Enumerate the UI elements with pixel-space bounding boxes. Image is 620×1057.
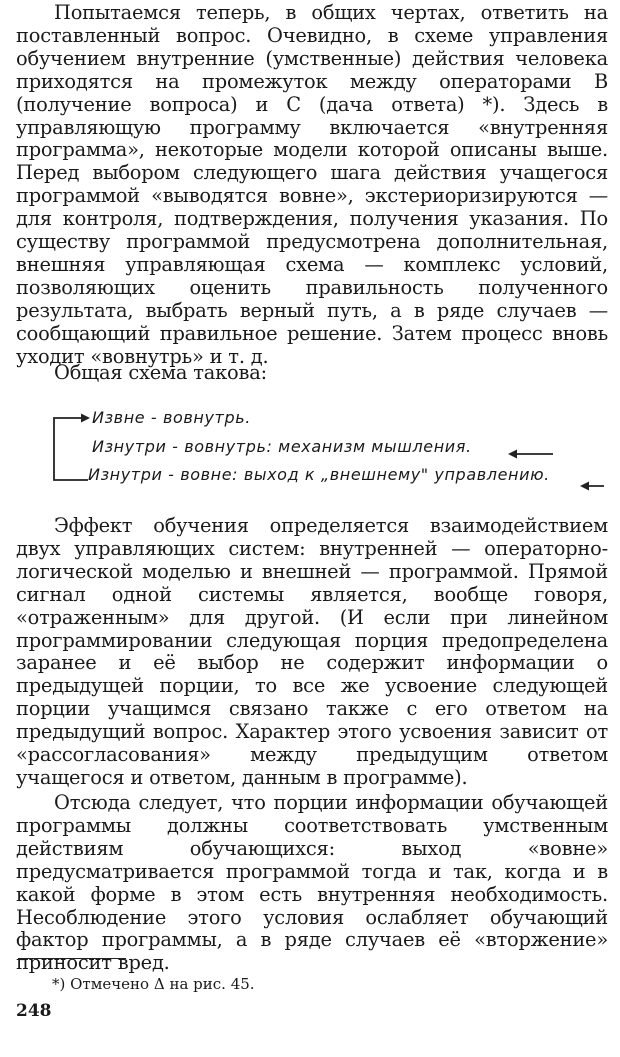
paragraph-3: Эффект обучения определяется взаимодействием двух управляющих систем: внутренней — операторно-логической моделью и внешней — программой. Прямой сигнал одной системы является, вообще говоря, «отраженным» для другой. (И если при линейном программировании следующая порция предопределена заранее и её выбор не содержит информации о предыдущей порции, то все же усвоение следующей порции учащимся связано также с его ответом на предыдущий вопрос. Характер этого усвоения зависит от «рассогласования» между предыдущим ответом учащегося и ответом, данным в программе). bbox=[16, 514, 608, 789]
loop-bracket-left bbox=[54, 418, 88, 480]
control-scheme-diagram bbox=[48, 404, 608, 500]
footnote-divider bbox=[18, 958, 126, 959]
arrowhead-line3 bbox=[580, 482, 589, 491]
arrowhead-line2 bbox=[508, 450, 517, 459]
arrowhead-line1 bbox=[81, 414, 90, 423]
footnote: *) Отмечено Δ на рис. 45. bbox=[52, 975, 255, 993]
page-number: 248 bbox=[16, 1001, 52, 1021]
scheme-line-1: Извне - вовнутрь. bbox=[92, 408, 251, 427]
scheme-line-2: Изнутри - вовнутрь: механизм мышления. bbox=[92, 437, 472, 456]
paragraph-4: Отсюда следует, что порции информации обучающей программы должны соответствовать умственным действиям обучающихся: выход «вовне» предусматривается программой тогда и так, когда и в какой форме в этом есть внутренняя необходимость. Несоблюдение этого условия ослабляет обучающий фактор программы, а в ряде случаев её «вторжение» приносит вред. bbox=[16, 791, 608, 975]
paragraph-2: Общая схема такова: bbox=[54, 361, 267, 384]
paragraph-1: Попытаемся теперь, в общих чертах, ответить на поставленный вопрос. Очевидно, в схеме управления обучением внутренние (умственные) действия человека приходятся на промежуток между операторами B (получение вопроса) и C (дача ответа) *). Здесь в управляющую программу включается «внутренняя программа», некоторые модели которой описаны выше. Перед выбором следующего шага действия учащегося программой «выводятся вовне», экстериоризируются — для контроля, подтверждения, получения указания. По существу программой предусмотрена дополнительная, внешняя управляющая схема — комплекс условий, позволяющих оценить правильность полученного результата, выбрать верный путь, а в ряде случаев — сообщающий правильное решение. Затем процесс вновь уходит «вовнутрь» и т. д. bbox=[16, 1, 608, 368]
scheme-line-3: Изнутри - вовне: выход к „внешнему" управлению. bbox=[88, 465, 550, 484]
